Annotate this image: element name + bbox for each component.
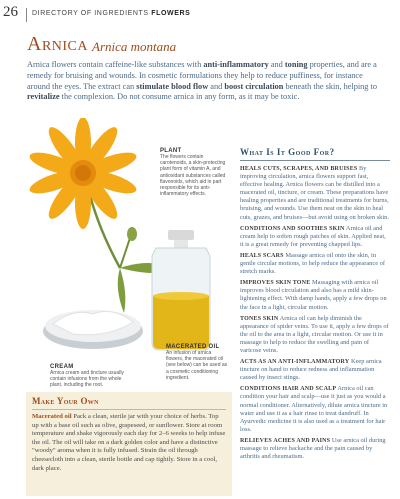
make-your-own-title: Make Your Own xyxy=(32,396,99,406)
box-divider xyxy=(32,409,226,410)
oil-caption xyxy=(166,344,228,381)
use-item: TONES SKIN Arnica oil can help diminish the appearance of spider veins. To use it, apply a few drops of the oil to the area in a light, circular motion. Or use it in massage to help to reduce the swelling and pain of varicose veins. xyxy=(240,314,389,354)
uses-sidebar xyxy=(240,147,390,492)
use-item: IMPROVES SKIN TONE Massaging with arnica oil improves blood circulation and also has a mild skin-lightening effect. With damp hands, apply a few drops on the face in a light, circular motion. xyxy=(240,279,387,311)
cream-caption xyxy=(50,364,125,389)
make-your-own-text: Macerated oil Pack a clean, sterile jar with your choice of herbs. Top up with a base oil such as olive, grapeseed, or sunflower. Store at room temperature and shake vigorously each day for 2–6 weeks to help infuse the oil. The oil will take on a dark golden color and have a distinctive "woody" aroma when it is fully infused. Strain the oil through cheesecloth into a clean, sterile bottle and cap tightly. Store in a cool, dark place. xyxy=(32,413,226,472)
oil-caption-title: MACERATED OIL xyxy=(166,344,220,350)
use-item: CONDITIONS HAIR AND SCALP Arnica oil can condition your hair and scalp—use it just as you would a normal conditioner. Alternatively, dilute arnica tincture in water and use it as a hair rinse to treat dandruff. In Ayurvedic medicine it is also used as a treatment for hair loss. xyxy=(240,385,388,433)
use-item: ACTS AS AN ANTI-INFLAMMATORY Keep arnica tincture on hand to reduce redness and inflammation caused by insect stings. xyxy=(240,358,382,382)
header-divider xyxy=(26,8,27,22)
plant-caption-text: The flowers contain carotenoids, a skin-protecting plant form of vitamin A, and antioxidant substances called flavonoids, which aid in part responsible for its anti-inflammatory effects. xyxy=(160,154,226,198)
flower-bud xyxy=(127,227,137,241)
section-label xyxy=(32,10,190,17)
cream-caption-text: Arnica cream and tincture usually contain infusions from the whole plant, including the root. xyxy=(50,370,124,389)
use-item: HEALS CUTS, SCRAPES, AND BRUISES By improving circulation, arnica flowers support fast, effective healing. Arnica flowers can be distilled into a macerated oil, tincture, or cream. These preparations have healing properties and are traditional treatments for burns, bruising, and wounds. Use them neat on the skin to heal cuts, grazes, and bruises—but avoid using on broken skin. xyxy=(240,165,389,221)
sidebar-divider xyxy=(240,160,390,161)
oil-caption-text: An infusion of arnica flowers, the macerated oil (see below) can be used as a cosmetic conditioning ingredient. xyxy=(166,350,228,381)
cream-caption-title: CREAM xyxy=(50,364,74,370)
use-item: CONDITIONS AND SOOTHES SKIN Arnica oil and cream help to soften rough patches of skin. Applied neat, it is a great remedy for preventing chapped lips. xyxy=(240,224,386,248)
latin-name: Arnica montana xyxy=(92,39,177,54)
sidebar-body xyxy=(240,165,390,461)
use-item: HEALS SCARS Massage arnica oil onto the skin, in gentle circular motions, to help reduce the appearance of stretch marks. xyxy=(240,251,385,276)
plant-caption-title: PLANT xyxy=(160,148,182,154)
page-title: Arnica xyxy=(27,33,89,55)
intro-paragraph: Arnica flowers contain caffeine-like substances with anti-inflammatory and toning properties, and are a remedy for bruising and wounds. In cosmetic formulations they help to reduce puffiness, for instance around the eyes. The extract can stimulate blood flow and boost circulation beneath the skin, helping to revitalize the complexion. Do not consume arnica in any form, as it may be toxic. xyxy=(27,60,377,102)
section-category: FLOWERS xyxy=(151,10,191,17)
oil-bottle xyxy=(152,230,210,350)
page-header xyxy=(0,0,400,28)
use-item: RELIEVES ACHES AND PAINS Use arnica oil during massage to relieve backache and the pain caused by arthritis and rheumatism. xyxy=(240,436,386,461)
flower-head xyxy=(28,118,139,229)
plant-caption xyxy=(160,148,228,197)
make-your-own-box xyxy=(26,392,232,496)
sidebar-title: What Is It Good For? xyxy=(240,147,335,157)
cream-dish xyxy=(43,310,143,349)
page-number: 26 xyxy=(3,4,18,20)
section-name: DIRECTORY OF INGREDIENTS xyxy=(32,10,149,17)
